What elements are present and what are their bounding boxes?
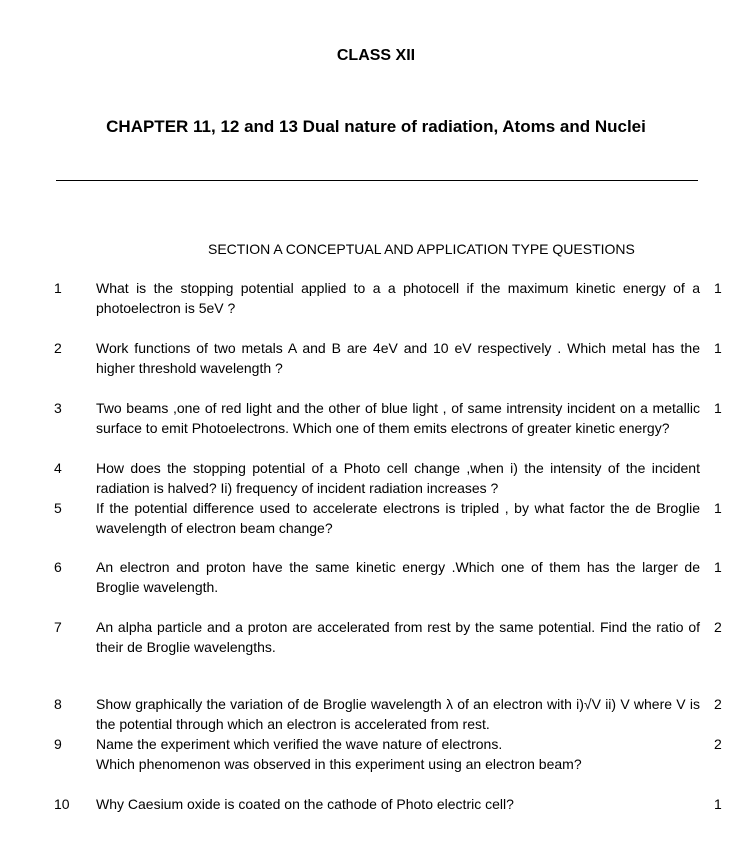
question-marks: 1 <box>714 280 722 296</box>
question-text: Why Caesium oxide is coated on the cathode of Photo electric cell? <box>96 796 514 812</box>
question-marks: 2 <box>714 696 722 712</box>
section-title: SECTION A CONCEPTUAL AND APPLICATION TYPE QUESTIONS <box>208 241 635 257</box>
question-text: Name the experiment which verified the wave nature of electrons. Which phenomenon was observed in this experiment using an electron beam? <box>96 736 582 772</box>
question-marks: 1 <box>714 500 722 516</box>
horizontal-rule <box>56 180 698 181</box>
question-marks: 1 <box>714 559 722 575</box>
question-text: If the potential difference used to accelerate electrons is tripled , by what factor the de Broglie wavelength of electron beam change? <box>96 500 700 536</box>
question-text: Show graphically the variation of de Broglie wavelength λ of an electron with i)√V ii) V where V is the potential through which an electron is accelerated from rest. <box>96 696 700 732</box>
question-number: 1 <box>54 280 62 296</box>
class-title: CLASS XII <box>336 47 416 64</box>
question-marks: 2 <box>714 736 722 752</box>
question-marks: 1 <box>714 400 722 416</box>
question-text: What is the stopping potential applied to a a photocell if the maximum kinetic energy of a photoelectron is 5eV ? <box>96 280 700 316</box>
question-text: An electron and proton have the same kinetic energy .Which one of them has the larger de Broglie wavelength. <box>96 559 700 595</box>
question-number: 5 <box>54 500 62 516</box>
question-text: Two beams ,one of red light and the other of blue light , of same intrensity incident on a metallic surface to emit Photoelectrons. Which one of them emits electrons of greater kinetic energy? <box>96 400 700 436</box>
question-number: 9 <box>54 736 62 752</box>
question-number: 2 <box>54 340 62 356</box>
chapter-title: CHAPTER 11, 12 and 13 Dual nature of radiation, Atoms and Nuclei <box>106 117 646 136</box>
question-text: Work functions of two metals A and B are 4eV and 10 eV respectively . Which metal has the higher threshold wavelength ? <box>96 340 700 376</box>
question-marks: 2 <box>714 619 722 635</box>
question-number: 7 <box>54 619 62 635</box>
question-number: 6 <box>54 559 62 575</box>
question-number: 4 <box>54 460 62 476</box>
question-number: 8 <box>54 696 62 712</box>
question-marks: 1 <box>714 340 722 356</box>
question-number: 3 <box>54 400 62 416</box>
question-marks: 1 <box>714 796 722 812</box>
question-number: 10 <box>54 796 70 812</box>
question-text: How does the stopping potential of a Photo cell change ,when i) the intensity of the incident radiation is halved? Ii) frequency of incident radiation increases ? <box>96 460 700 496</box>
question-text: An alpha particle and a proton are accelerated from rest by the same potential. Find the ratio of their de Broglie wavelengths. <box>96 619 700 655</box>
